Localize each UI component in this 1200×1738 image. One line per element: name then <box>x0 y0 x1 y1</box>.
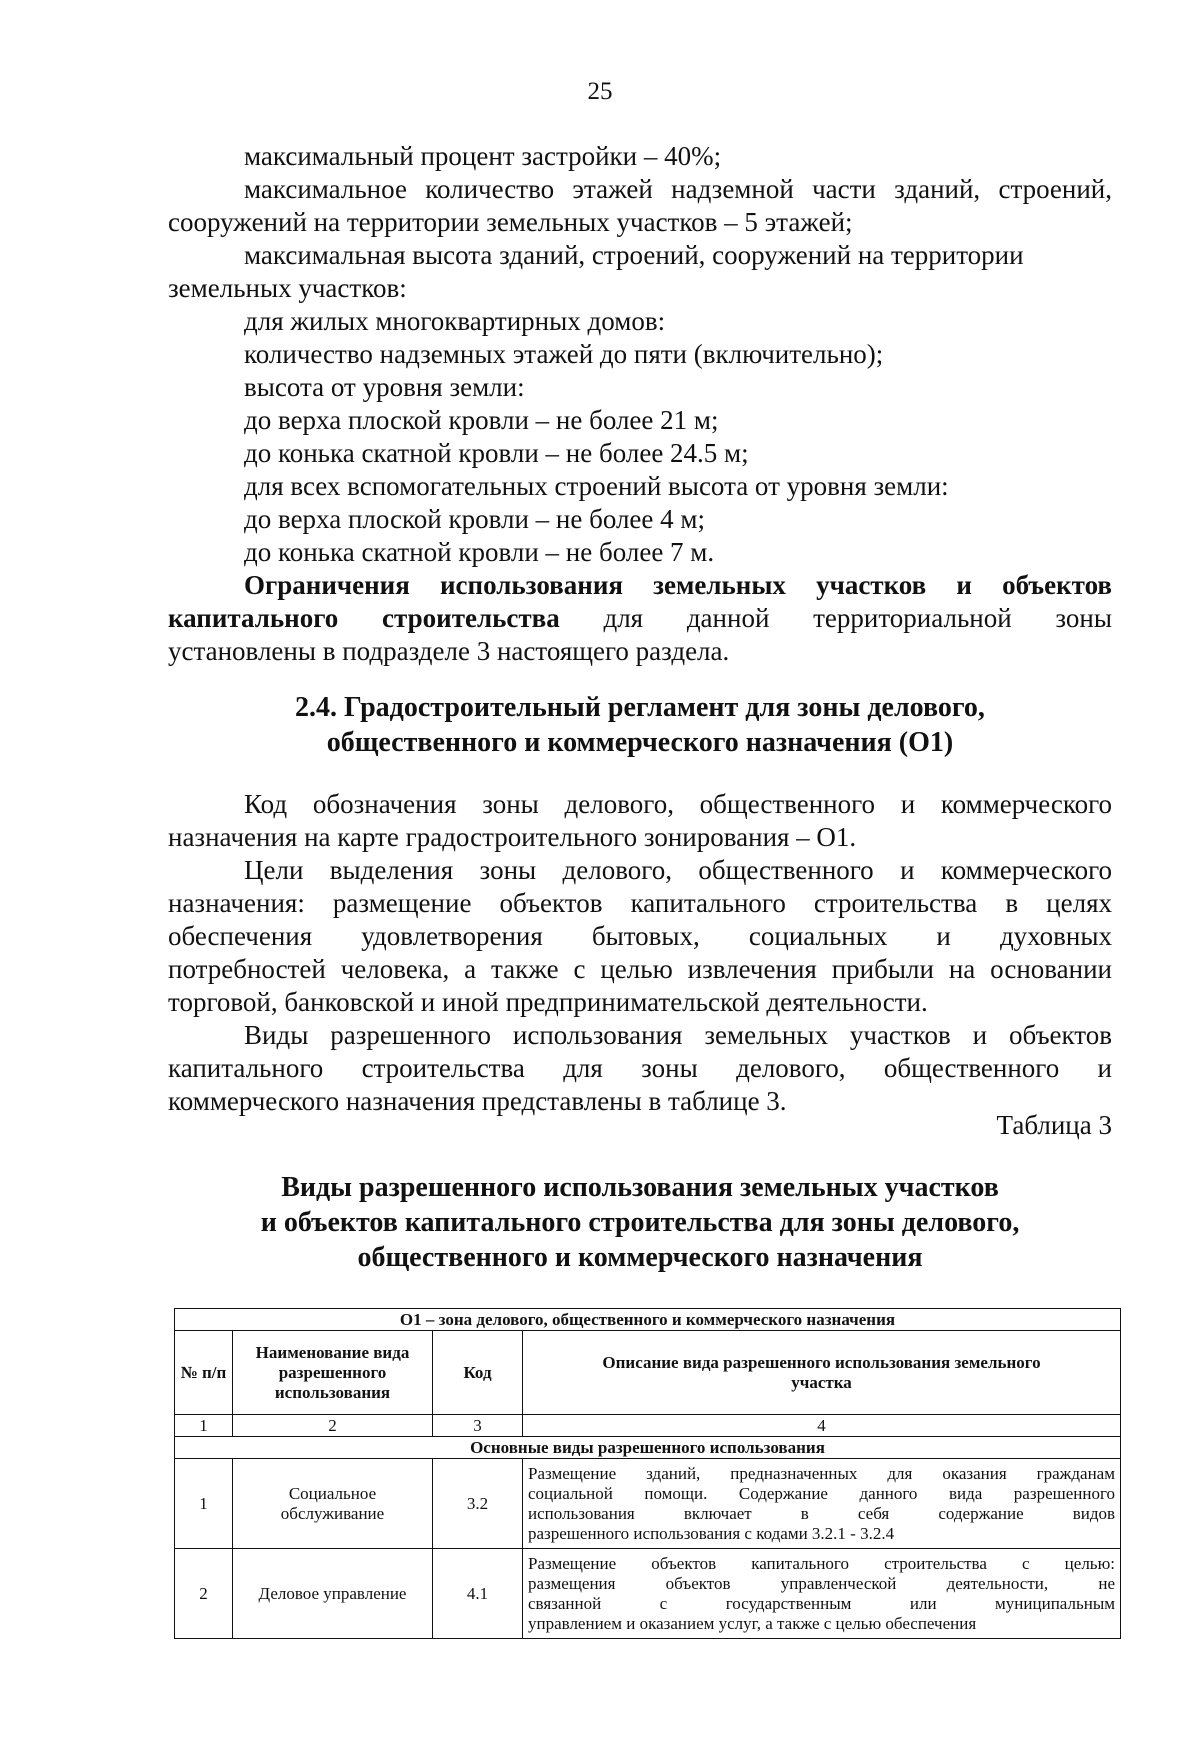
header-name: Наименование вида разрешенного использования <box>233 1331 433 1415</box>
description-line: управлением и оказанием услуг, а также с целью обеспечения <box>528 1613 977 1633</box>
row-num: 2 <box>175 1549 233 1639</box>
description-line: использования включает в себя содержание видов <box>528 1503 1115 1523</box>
restriction-line-2 <box>168 602 1112 635</box>
text-line: торговой, банковской и иной предпринимательской деятельности. <box>168 987 928 1017</box>
row-description <box>523 1549 1121 1639</box>
text-line: до конька скатной кровли – не более 7 м. <box>244 537 715 567</box>
table-title <box>168 1170 1112 1275</box>
description-line: Размещение зданий, предназначенных для оказания гражданам <box>528 1463 1115 1483</box>
text-line: максимальное количество этажей надземной части зданий, строений, <box>244 174 1112 204</box>
text-line: сооружений на территории земельных участков – 5 этажей; <box>168 207 853 237</box>
text-line: обеспечения удовлетворения бытовых, социальных и духовных <box>168 921 1112 951</box>
row-code: 3.2 <box>433 1459 523 1549</box>
table-column-numbers-row <box>175 1415 1121 1437</box>
restriction-line-1: Ограничения использования земельных участков и объектов <box>244 570 1112 600</box>
zone-header-cell: О1 – зона делового, общественного и коммерческого назначения <box>175 1309 1121 1331</box>
text-line: Цели выделения зоны делового, общественного и коммерческого <box>244 855 1112 885</box>
restriction-text: для данной территориальной зоны <box>603 603 1113 633</box>
text-line: для всех вспомогательных строений высота от уровня земли: <box>244 471 949 501</box>
group-header-cell: Основные виды разрешенного использования <box>175 1437 1121 1459</box>
column-number: 1 <box>175 1415 233 1437</box>
text-line: коммерческого назначения представлены в таблице 3. <box>168 1086 787 1116</box>
text-line: Виды разрешенного использования земельных участков и объектов <box>244 1020 1112 1050</box>
column-number: 3 <box>433 1415 523 1437</box>
zone-parameters-text <box>168 140 1112 668</box>
text-line: Код обозначения зоны делового, общественного и коммерческого <box>244 789 1112 819</box>
text-line: до верха плоской кровли – не более 21 м; <box>244 405 719 435</box>
table-title-line: общественного и коммерческого назначения <box>357 1242 923 1273</box>
text-line: для жилых многоквартирных домов: <box>244 306 666 336</box>
table-caption: Таблица 3 <box>996 1110 1112 1140</box>
table-row <box>175 1459 1121 1549</box>
text-line: максимальная высота зданий, строений, сооружений на территории <box>244 240 1024 270</box>
row-name: Социальное обслуживание <box>233 1459 433 1549</box>
header-num: № п/п <box>175 1331 233 1415</box>
text-line: высота от уровня земли: <box>244 372 525 402</box>
section-title <box>168 690 1112 760</box>
section-title-line: 2.4. Градостроительный регламент для зоны делового, <box>295 692 985 723</box>
text-line: максимальный процент застройки – 40%; <box>244 141 722 171</box>
header-description: Описание вида разрешенного использования земельного участка <box>523 1331 1121 1415</box>
text-line: до верха плоской кровли – не более 4 м; <box>244 504 705 534</box>
description-line: связанной с государственным или муниципальным <box>528 1593 1115 1613</box>
description-line: Размещение объектов капитального строительства с целью: <box>528 1553 1115 1573</box>
text-line: капитального строительства для зоны делового, общественного и <box>168 1053 1112 1083</box>
header-code: Код <box>433 1331 523 1415</box>
text-line: потребностей человека, а также с целью извлечения прибыли на основании <box>168 954 1112 984</box>
row-name: Деловое управление <box>233 1549 433 1639</box>
table-column-header-row <box>175 1331 1121 1415</box>
text-line: назначения: размещение объектов капитального строительства в целях <box>168 888 1112 918</box>
text-line: земельных участков: <box>168 273 407 303</box>
section-title-line: общественного и коммерческого назначения (О1) <box>326 727 954 758</box>
restriction-bold-text: капитального строительства <box>168 603 560 633</box>
table-row <box>175 1549 1121 1639</box>
description-line: размещения объектов управленческой деятельности, не <box>528 1573 1115 1593</box>
row-num: 1 <box>175 1459 233 1549</box>
table-zone-header-row <box>175 1309 1121 1331</box>
land-use-table <box>174 1308 1121 1639</box>
column-number: 4 <box>523 1415 1121 1437</box>
table-group-header-row <box>175 1437 1121 1459</box>
description-line: социальной помощи. Содержание данного вида разрешенного <box>528 1483 1115 1503</box>
table-title-line: и объектов капитального строительства для зоны делового, <box>260 1207 1020 1238</box>
zone-description-text <box>168 788 1112 1118</box>
page-number: 25 <box>587 78 613 105</box>
text-line: до конька скатной кровли – не более 24.5 м; <box>244 438 749 468</box>
text-line: количество надземных этажей до пяти (включительно); <box>244 339 884 369</box>
text-line: назначения на карте градостроительного зонирования – О1. <box>168 822 857 852</box>
row-description <box>523 1459 1121 1549</box>
table-title-line: Виды разрешенного использования земельных участков <box>281 1172 999 1203</box>
row-code: 4.1 <box>433 1549 523 1639</box>
description-line: разрешенного использования с кодами 3.2.1 - 3.2.4 <box>528 1523 895 1543</box>
column-number: 2 <box>233 1415 433 1437</box>
restriction-line-3: установлены в подразделе 3 настоящего раздела. <box>168 636 730 666</box>
